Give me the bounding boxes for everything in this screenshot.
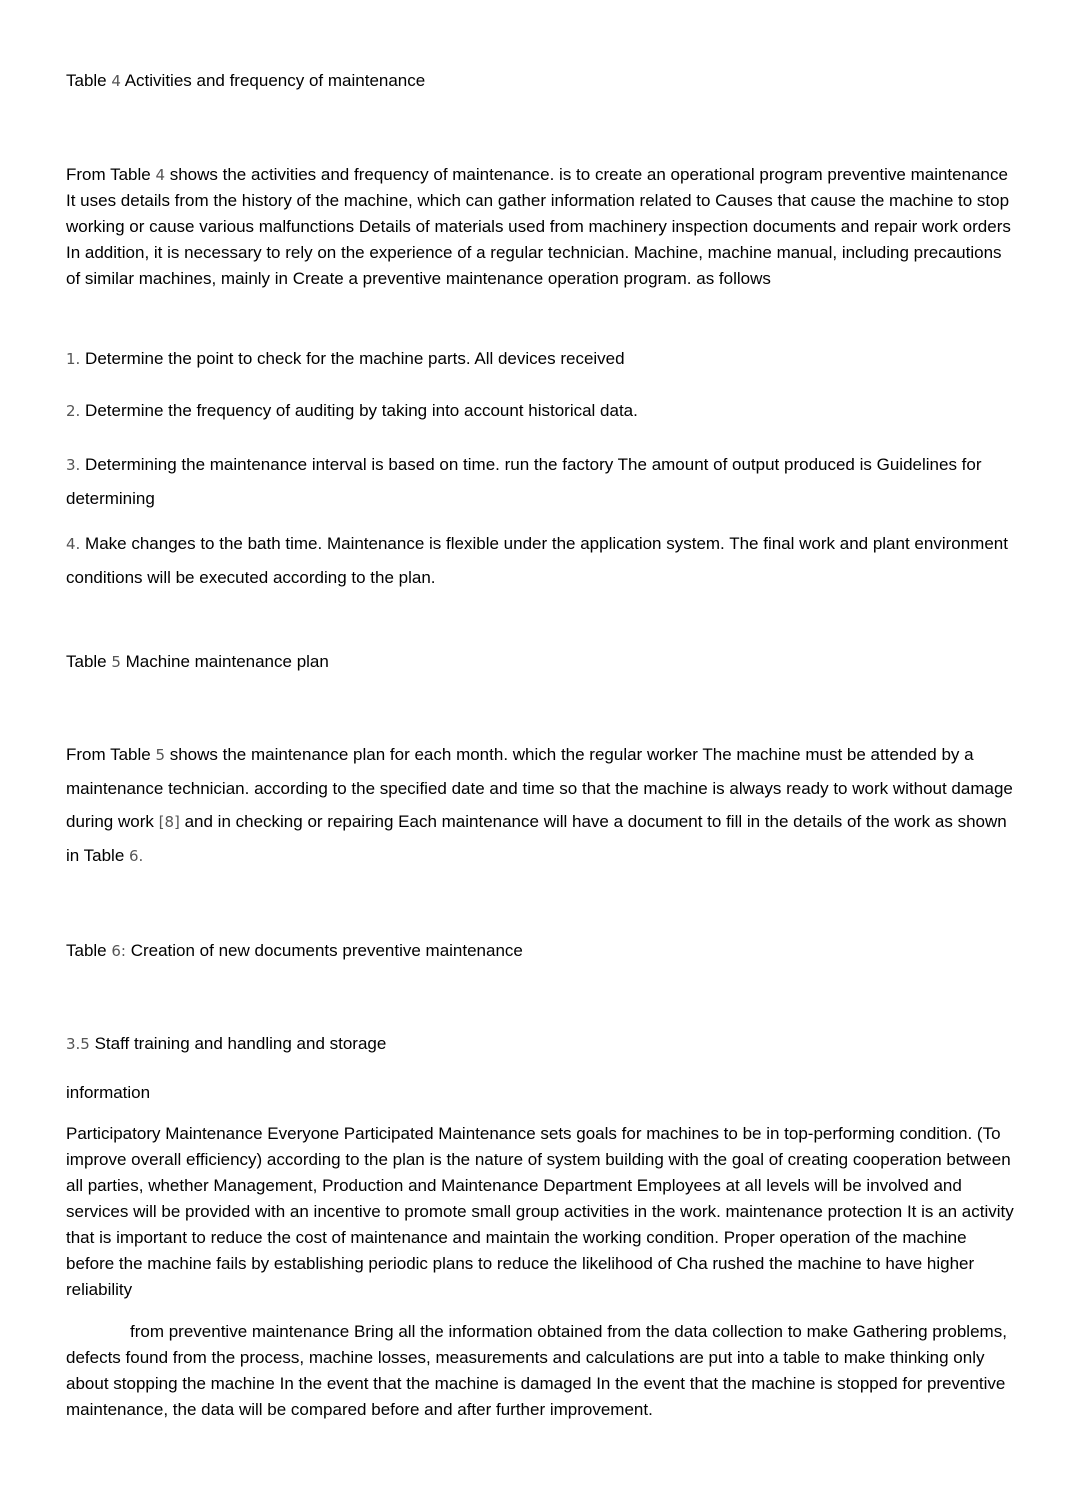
list-number: 4.	[66, 535, 81, 553]
list-number: 2.	[66, 402, 81, 420]
list-item	[66, 398, 1016, 424]
caption-text: Machine maintenance plan	[120, 652, 329, 671]
caption-text: Creation of new documents preventive maintenance	[125, 941, 523, 960]
section-number: 3.5	[66, 1035, 90, 1053]
caption-prefix: Table	[66, 71, 112, 90]
caption-number: 6:	[111, 942, 126, 960]
list-number: 1.	[66, 350, 81, 368]
caption-number: 5	[111, 653, 121, 671]
section-heading	[66, 1031, 1016, 1057]
caption-prefix: Table	[66, 941, 112, 960]
list-text: Determine the point to check for the machine parts. All devices received	[80, 349, 625, 368]
paragraph-table-5-description	[66, 738, 1016, 873]
table-reference-number: 6.	[129, 847, 144, 865]
paragraph-text: and in checking or repairing Each maintenance will have a document to fill in the details of the work as shown in Table	[66, 812, 1007, 865]
caption-text: Activities and frequency of maintenance	[120, 71, 426, 90]
table-5-caption	[66, 649, 1016, 675]
paragraph-text: shows the maintenance plan for each month. which the regular worker The machine must be attended by a maintenance technician. according to the specified date and time so that the machine is always ready to work without damage during work	[66, 745, 1013, 831]
list-item	[66, 527, 1016, 594]
table-reference-number: 5	[155, 746, 165, 764]
caption-number: 4	[111, 72, 121, 90]
caption-prefix: Table	[66, 652, 112, 671]
list-number: 3.	[66, 456, 81, 474]
paragraph-prefix: From Table	[66, 165, 156, 184]
list-text: Determine the frequency of auditing by taking into account historical data.	[80, 401, 638, 420]
citation-reference: [8]	[158, 813, 180, 831]
list-text: Determining the maintenance interval is based on time. run the factory The amount of output produced is Guidelines for determining	[66, 455, 982, 508]
paragraph-preventive-maintenance: from preventive maintenance Bring all the information obtained from the data collection to make Gathering problems, defects found from the process, machine losses, measurements and calculations are put into a table to make thinking only about stopping the machine In the event that the machine is damaged In the event that the machine is stopped for preventive maintenance, the data will be compared before and after further improvement.	[66, 1322, 1007, 1419]
paragraph-text: shows the activities and frequency of maintenance. is to create an operational program preventive maintenance It uses details from the history of the machine, which can gather information related to Causes that cause the machine to stop working or cause various malfunctions Details of materials used from machinery inspection documents and repair work orders In addition, it is necessary to rely on the experience of a regular technician. Machine, machine manual, including precautions of similar machines, mainly in Create a preventive maintenance operation program. as follows	[66, 165, 1011, 288]
list-text: Make changes to the bath time. Maintenance is flexible under the application system. The final work and plant environment conditions will be executed according to the plan.	[66, 534, 1008, 587]
table-reference-number: 4	[155, 166, 165, 184]
paragraph-prefix: From Table	[66, 745, 156, 764]
paragraph-table-4-description	[66, 162, 1016, 292]
paragraph-participatory-maintenance: Participatory Maintenance Everyone Participated Maintenance sets goals for machines to be in top-performing condition. (To improve overall efficiency) according to the plan is the nature of system building with the goal of creating cooperation between all parties, whether Management, Production and Maintenance Department Employees at all levels will be involved and services will be provided with an incentive to promote small group activities in the work. maintenance protection It is an activity that is important to reduce the cost of maintenance and maintain the working condition. Proper operation of the machine before the machine fails by establishing periodic plans to reduce the likelihood of Cha rushed the machine to have higher reliability	[66, 1124, 1014, 1299]
section-title-continued: information	[66, 1083, 151, 1102]
table-4-caption	[66, 68, 1016, 94]
section-heading-continuation	[66, 1080, 1016, 1106]
list-item	[66, 448, 1016, 515]
table-6-caption	[66, 938, 1016, 964]
section-title: Staff training and handling and storage	[89, 1034, 387, 1053]
list-item	[66, 346, 1016, 372]
